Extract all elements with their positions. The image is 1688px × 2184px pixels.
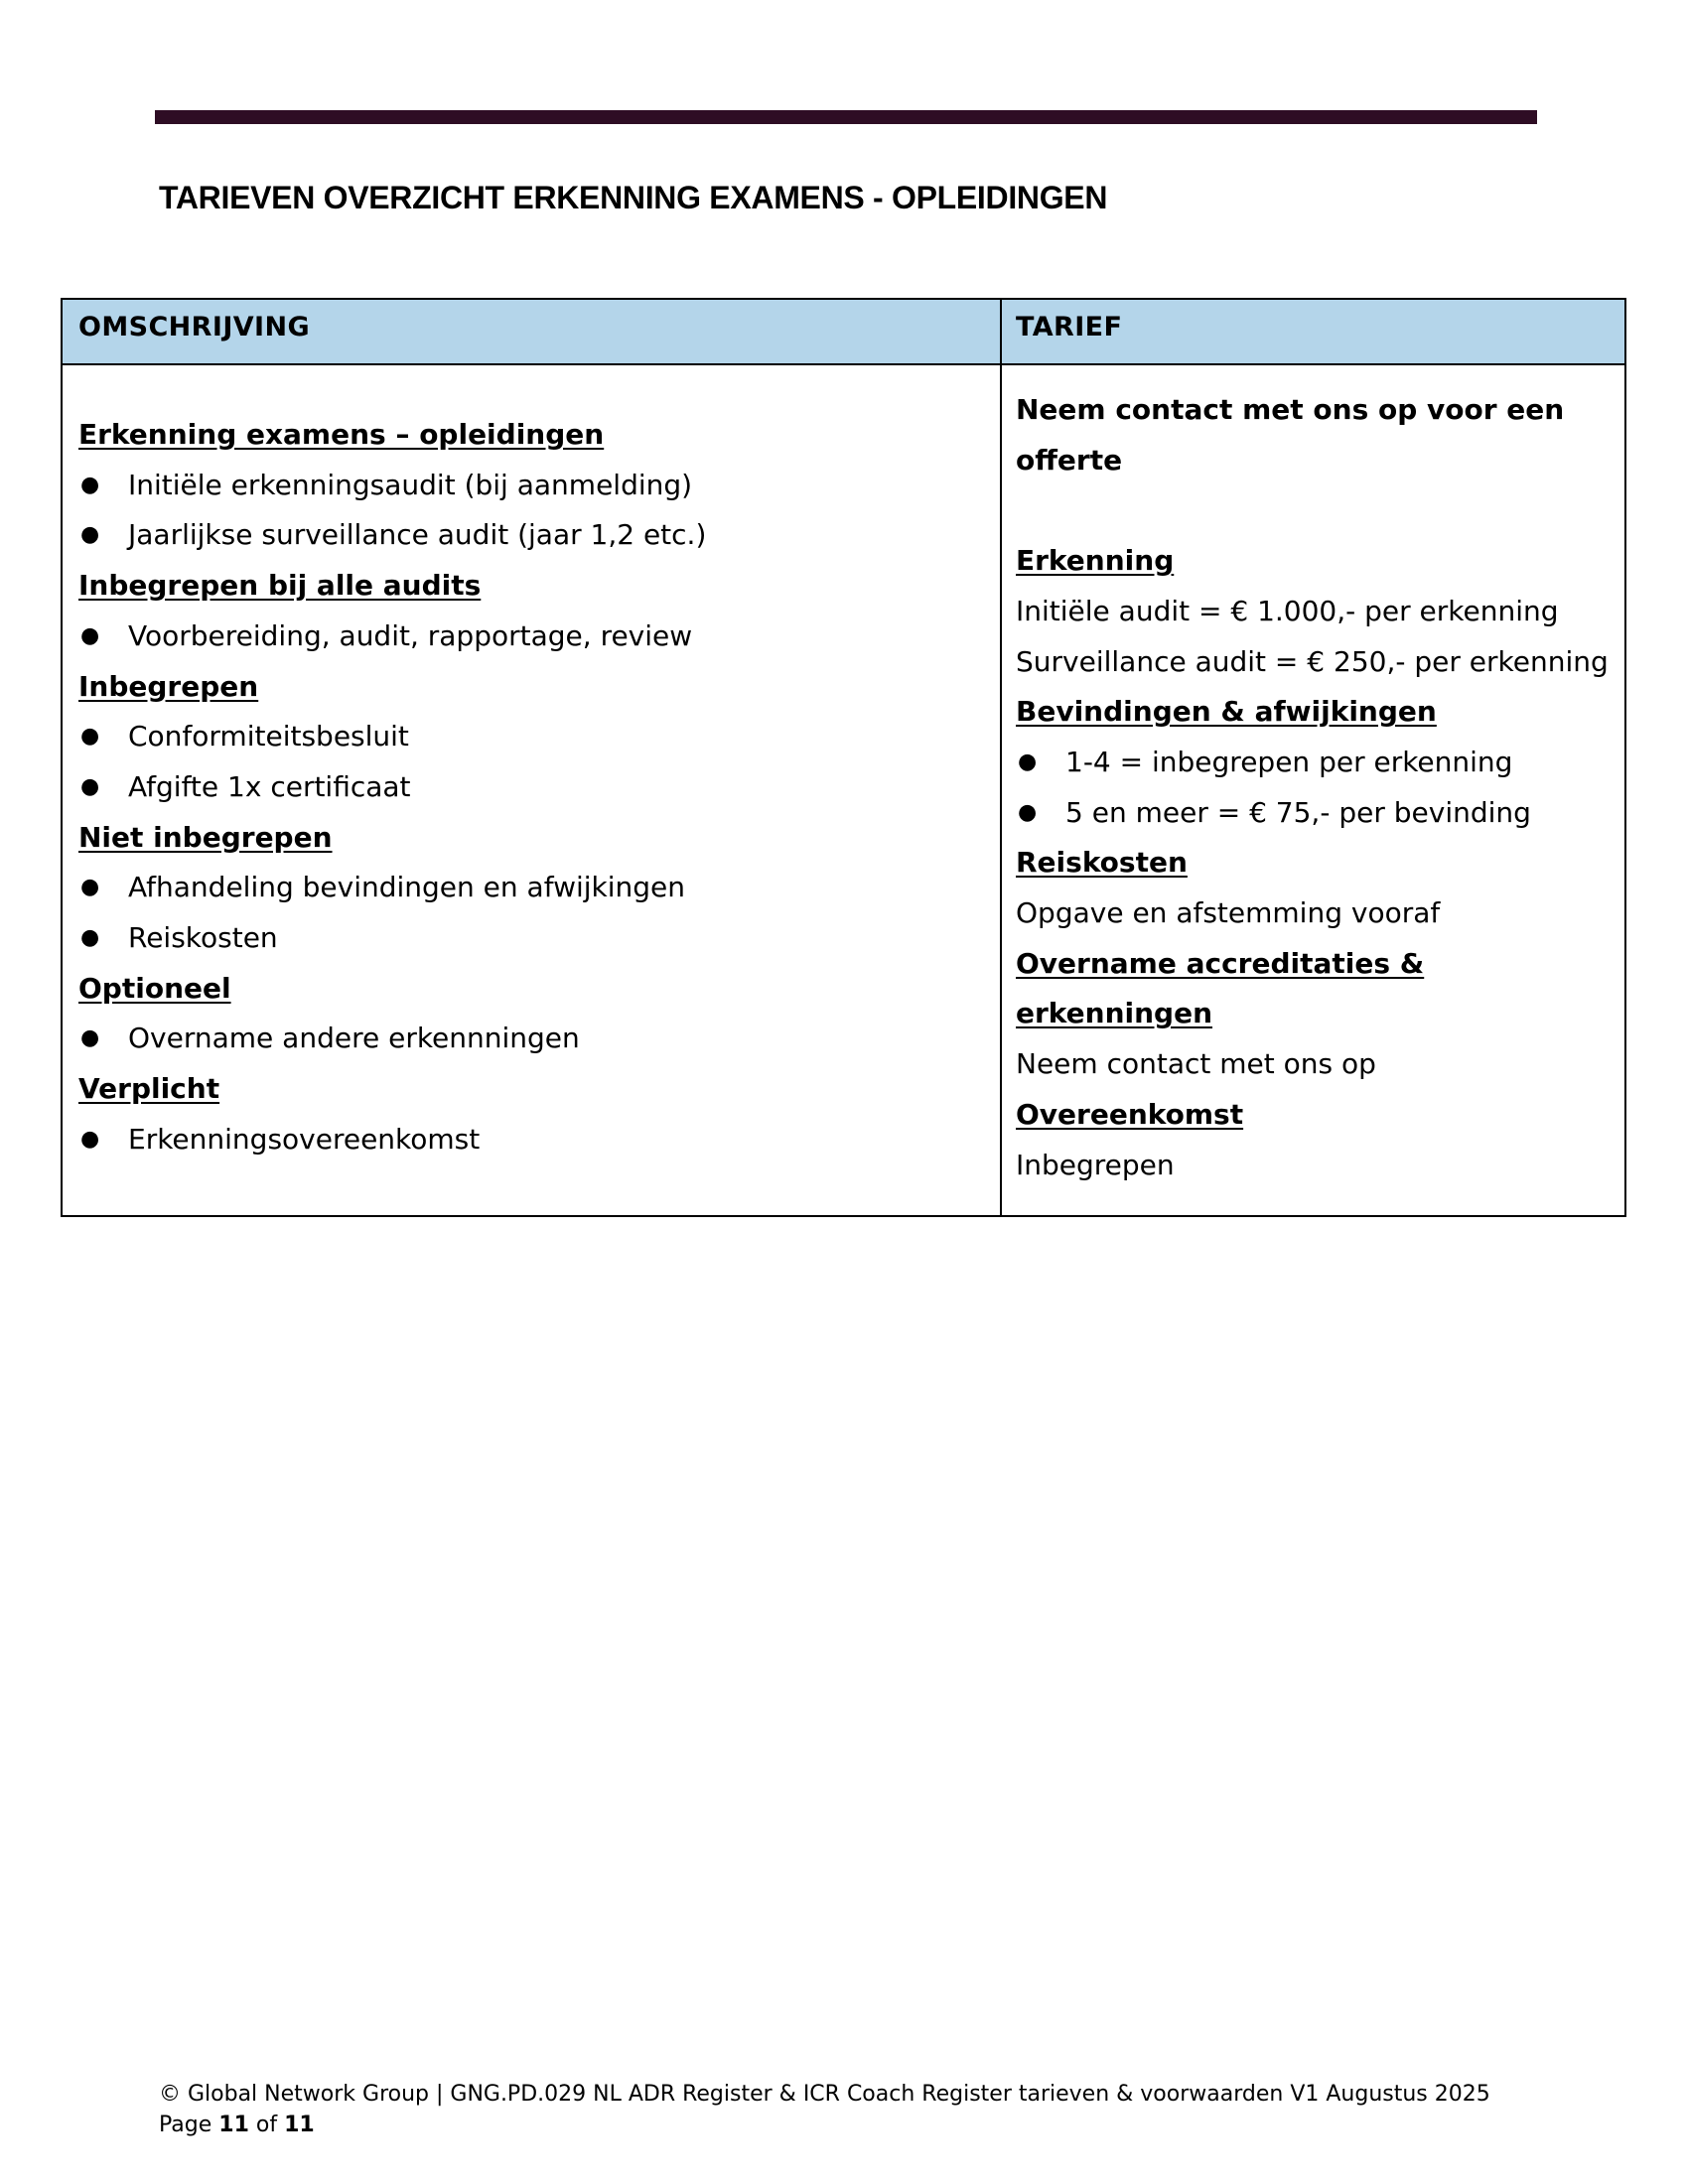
section-heading: Inbegrepen bij alle audits xyxy=(78,569,482,603)
bullet-icon: ● xyxy=(80,773,100,799)
bullet-icon: ● xyxy=(80,875,100,900)
contact-intro-continued: offerte xyxy=(1016,443,1123,477)
list-item: ● Erkenningsovereenkomst xyxy=(78,1115,706,1165)
column-divider xyxy=(1000,300,1002,1215)
bullet-icon: ● xyxy=(80,1025,100,1051)
list-item: ● Reiskosten xyxy=(78,913,706,964)
page-footer xyxy=(159,2079,1490,2140)
list-item: ● 1-4 = inbegrepen per erkenning xyxy=(1016,738,1609,788)
bullet-icon: ● xyxy=(80,925,100,951)
header-tarief: TARIEF xyxy=(1016,312,1123,342)
overeenkomst-heading: Overeenkomst xyxy=(1016,1097,1244,1131)
bullet-icon: ● xyxy=(80,1126,100,1152)
list-item: ● Conformiteitsbesluit xyxy=(78,712,706,762)
tariff-table xyxy=(61,298,1626,1217)
table-header-row xyxy=(63,300,1624,365)
bullet-icon: ● xyxy=(80,472,100,497)
current-page: 11 xyxy=(218,2113,249,2137)
list-item: ● Overname andere erkennningen xyxy=(78,1014,706,1064)
list-item: ● 5 en meer = € 75,- per bevinding xyxy=(1016,788,1609,839)
section-heading: Erkenning examens – opleidingen xyxy=(78,418,605,451)
footer-document-info: © Global Network Group | GNG.PD.029 NL ADR Register & ICR Coach Register tarieven & voorwaarden V1 Augustus 2025 xyxy=(159,2082,1490,2107)
list-item: ● Voorbereiding, audit, rapportage, review xyxy=(78,612,706,662)
bevindingen-heading: Bevindingen & afwijkingen xyxy=(1016,695,1437,729)
list-item: ● Afgifte 1x certificaat xyxy=(78,762,706,813)
overeenkomst-text: Inbegrepen xyxy=(1016,1148,1175,1181)
bullet-icon: ● xyxy=(80,724,100,750)
list-item: ● Initiële erkenningsaudit (bij aanmelding) xyxy=(78,461,706,511)
bullet-icon: ● xyxy=(80,622,100,648)
blank-line xyxy=(1016,485,1609,536)
bullet-icon: ● xyxy=(1018,749,1038,774)
section-heading: Inbegrepen xyxy=(78,669,259,703)
erkenning-heading: Erkenning xyxy=(1016,544,1175,578)
page-number: Page 11 of 11 xyxy=(159,2113,315,2137)
overname-heading: Overname accreditaties & xyxy=(1016,946,1425,980)
section-heading: Verplicht xyxy=(78,1072,220,1106)
tariff-cell xyxy=(1016,385,1609,1190)
bullet-icon: ● xyxy=(80,522,100,548)
list-item: ● Afhandeling bevindingen en afwijkingen xyxy=(78,863,706,913)
section-heading: Optioneel xyxy=(78,971,231,1005)
bullet-icon: ● xyxy=(1018,799,1038,825)
reiskosten-text: Opgave en afstemming vooraf xyxy=(1016,896,1441,930)
list-item: ● Jaarlijkse surveillance audit (jaar 1,2 etc.) xyxy=(78,510,706,561)
price-line: Initiële audit = € 1.000,- per erkenning xyxy=(1016,594,1559,627)
top-divider-bar xyxy=(155,110,1537,124)
contact-intro: Neem contact met ons op voor een xyxy=(1016,393,1565,426)
header-omschrijving: OMSCHRIJVING xyxy=(78,312,311,342)
description-cell xyxy=(78,410,706,1165)
total-pages: 11 xyxy=(284,2113,315,2137)
reiskosten-heading: Reiskosten xyxy=(1016,846,1188,880)
overname-heading-continued: erkenningen xyxy=(1016,997,1213,1030)
page-title: TARIEVEN OVERZICHT ERKENNING EXAMENS - OPLEIDINGEN xyxy=(159,180,1108,215)
overname-text: Neem contact met ons op xyxy=(1016,1047,1376,1081)
price-line: Surveillance audit = € 250,- per erkenning xyxy=(1016,644,1609,678)
section-heading: Niet inbegrepen xyxy=(78,820,333,854)
